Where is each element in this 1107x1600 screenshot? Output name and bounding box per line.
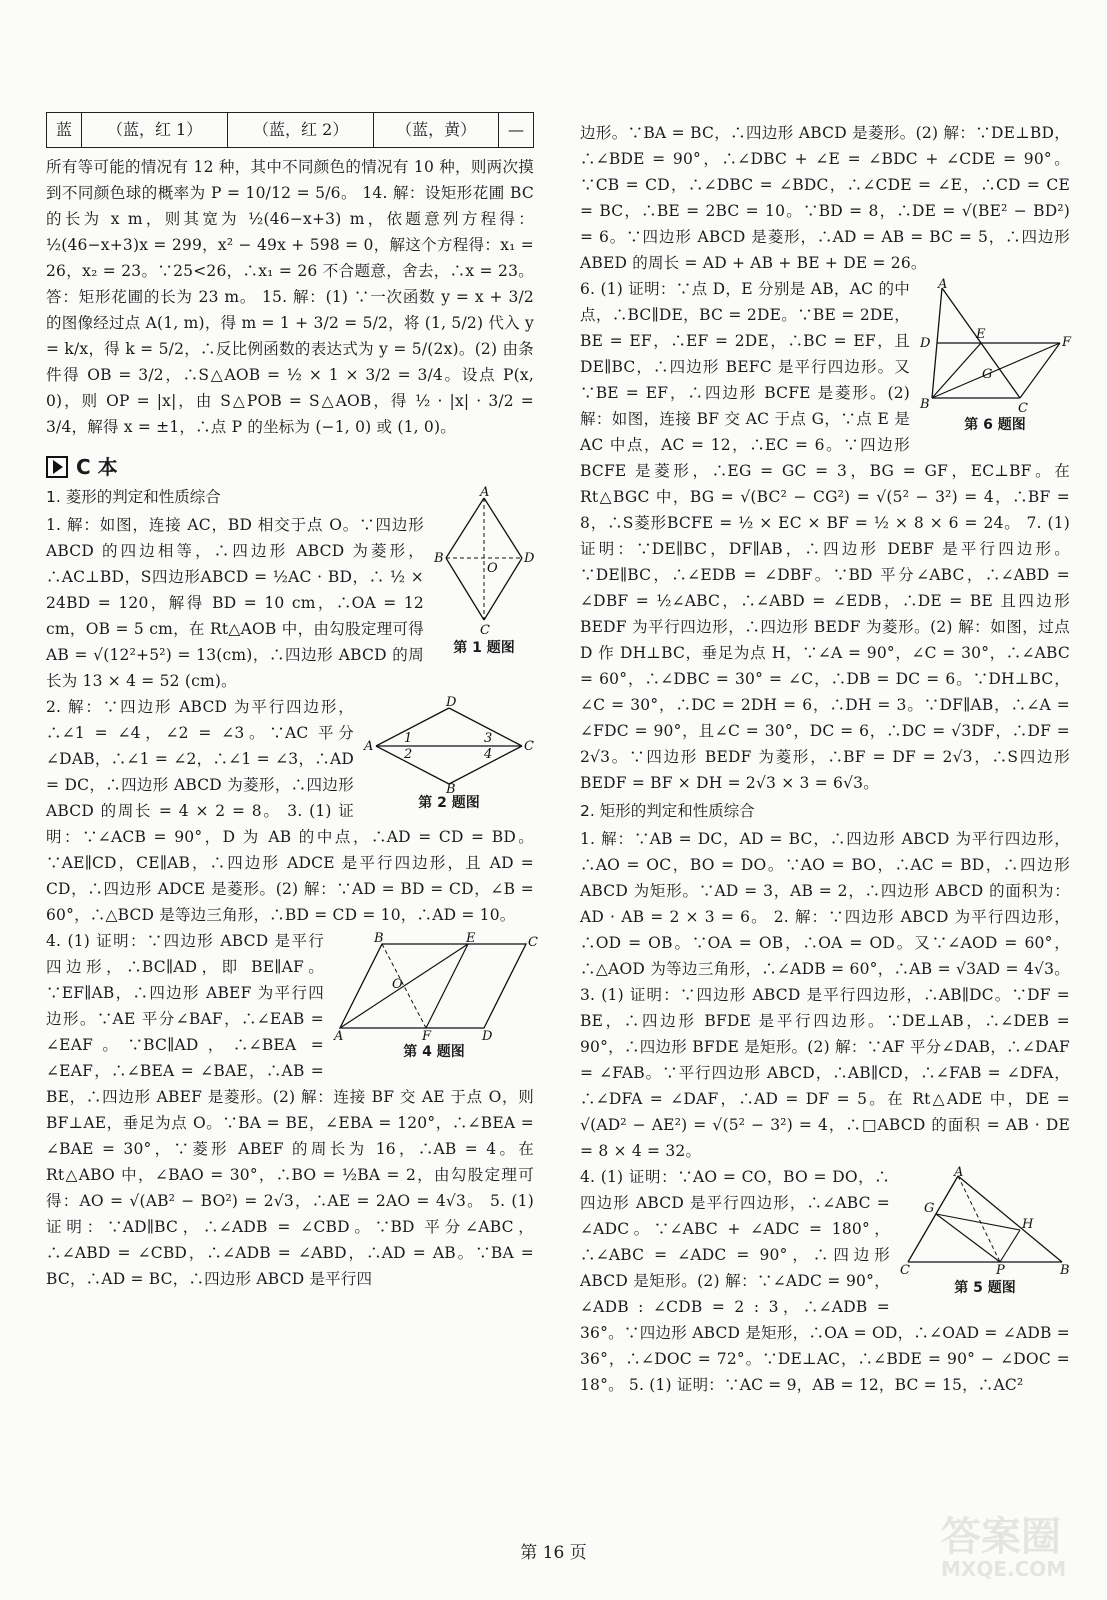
right-column bbox=[580, 120, 1070, 1398]
rhombus-diagram-1 bbox=[434, 485, 535, 638]
svg-text:C: C bbox=[528, 935, 538, 950]
svg-text:A: A bbox=[334, 1029, 344, 1044]
figure-caption: 第 5 题图 bbox=[954, 1280, 1016, 1296]
svg-text:F: F bbox=[422, 1029, 432, 1044]
page-number: 第 16 页 bbox=[520, 1543, 587, 1563]
svg-text:A: A bbox=[480, 485, 490, 500]
table-cell: — bbox=[498, 113, 533, 148]
svg-text:P: P bbox=[996, 1263, 1005, 1278]
table-cell: （蓝，红 1） bbox=[82, 113, 228, 148]
watermark-text: 答案圈 bbox=[941, 1514, 1061, 1560]
svg-text:B: B bbox=[920, 397, 930, 412]
svg-text:O: O bbox=[487, 561, 498, 576]
svg-text:D: D bbox=[920, 336, 931, 351]
svg-text:C: C bbox=[524, 739, 534, 754]
answer-paragraph-c4-c5: 4. (1) 证明：∵四边形 ABCD 是平行四边形，∴BC∥AD，即 BE∥AF。∵EF∥AB，∴四边形 ABEF 为平行四边形。∵AE 平分∠BAF，∴∠EAB = ∠EAF。∵BC∥AD，∴∠BEA = ∠EAF，∴∠BEA = ∠BAE，∴AB = BE，∴四边形 ABEF 是菱形。(2) 解：连接 BF 交 AE 于点 O，则 BF⊥AE，垂足为点 O。∵BA = BE，∠EBA = 120°，∴∠BEA = ∠BAE = 30°，∵菱形 ABEF 的周长为 16，∴AB = 4。在 Rt△ABO 中，∠BAO = 30°，∴BO = ½BA = 2，由勾股定理可得：AO = √(AB² − BO²) = 2√3，∴AE = 2AO = 4√3。 5. (1) 证明：∵AD∥BC，∴∠ADB = ∠CBD。∵BD 平分∠ABC，∴∠ABD = ∠CBD，∴∠ADB = ∠ABD，∴AD = AB。∵BA = BC，∴AD = BC，∴四边形 ABCD 是平行四 bbox=[46, 932, 534, 1288]
svg-text:O: O bbox=[392, 977, 403, 992]
table-cell: （蓝，黄） bbox=[374, 113, 499, 148]
svg-text:3: 3 bbox=[484, 731, 493, 746]
answer-paragraph-c1: 1. 解：如图，连接 AC，BD 相交于点 O。∵四边形 ABCD 的四边相等，∴四边形 ABCD 为菱形，∴AC⊥BD，S四边形ABCD = ½AC · BD，∴ ½ × 24BD = 120，解得 BD = 10 cm，∴OA = 12 cm，OB = 5 cm，在 Rt△AOB 中，由勾股定理可得 AB = √(12²+5²) = 13(cm)，∴四边形 ABCD 的周长为 13 × 4 = 52 (cm)。 bbox=[46, 516, 424, 690]
svg-text:C: C bbox=[1018, 401, 1028, 416]
answer-paragraph-13-15: 所有等可能的情况有 12 种，其中不同颜色的情况有 10 种，则两次摸到不同颜色球的概率为 P = 10/12 = 5/6。 14. 解：设矩形花圃 BC 的长为 x m，则其宽为 ½(46−x+3) m，依题意列方程得：½(46−x+3)x = 299，x² − 49x + 598 = 0，解这个方程得：x₁ = 26，x₂ = 23。∵25<26，∴x₁ = 26 不合题意，舍去，∴x = 23。答：矩形花圃的长为 23 m。 15. 解：(1) ∵一次函数 y = x + 3/2 的图像经过点 A(1, m)，得 m = 1 + 3/2 = 5/2，将 (1, 5/2) 代入 y = k/x，得 k = 5/2，∴反比例函数的表达式为 y = 5/(2x)。(2) 由条件得 OB = 3/2，∴S△AOB = ½ × 1 × 3/2 = 3/4。设点 P(x, 0)，则 OP = |x|，由 S△POB = S△AOB，得 ½ · |x| · 3/2 = 3/4，解得 x = ±1，∴点 P 的坐标为 (−1, 0) 或 (1, 0)。 bbox=[46, 158, 534, 436]
answer-paragraph-r1-r3: 1. 解：∵AB = DC，AD = BC，∴四边形 ABCD 为平行四边形，∴AO = OC，BO = DO。∵AO = BO，∴AC = BD，∴四边形 ABCD 为矩形。∵AD = 3，AB = 2，∴四边形 ABCD 的面积为：AD · AB = 2 × 3 = 6。 2. 解：∵四边形 ABCD 为平行四边形，∴OD = OB。∵OA = OB，∴OA = OD。又∵∠AOD = 60°，∴△AOD 为等边三角形，∴∠ADB = 60°，∴AB = √3AD = 4√3。 3. (1) 证明：∵四边形 ABCD 是平行四边形，∴AB∥DC。∵DF = BE，∴四边形 BFDE 是平行四边形。∵DE⊥AB，∴∠DEB = 90°，∴四边形 BFDE 是矩形。(2) 解：∵AF 平分∠DAB，∴∠DAF = ∠FAB。∵平行四边形 ABCD，∴AB∥CD，∴∠FAB = ∠DFA，∴∠DFA = ∠DAF，∴AD = DF = 5。在 Rt△ADE 中，DE = √(AD² − AE²) = √(5² − 3²) = 4，∴□ABCD 的面积 = AB · DE = 8 × 4 = 32。 bbox=[580, 830, 1070, 1160]
answer-paragraph-c5-cont: 边形。∵BA = BC，∴四边形 ABCD 是菱形。(2) 解：∵DE⊥BD，∴∠BDE = 90°，∴∠DBC + ∠E = ∠BDC + ∠CDE = 90°。∵CB = CD，∴∠DBC = ∠BDC，∴∠CDE = ∠E，∴CD = CE = BC，∴BE = 2BC = 10。∵BD = 8，∴DE = √(BE² − BD²) = 6。∵四边形 ABCD 是菱形，∴AD = AB = BC = 5，∴四边形 ABED 的周长 = AD + AB + BE + DE = 26。 bbox=[580, 124, 1070, 272]
watermark-logo bbox=[941, 1516, 1091, 1586]
svg-text:B: B bbox=[1060, 1263, 1070, 1278]
svg-text:4: 4 bbox=[484, 747, 493, 762]
figure-caption: 第 6 题图 bbox=[964, 417, 1026, 433]
rhombus-diagram-6 bbox=[920, 277, 1072, 416]
svg-text:A: A bbox=[954, 1165, 964, 1180]
figure-2 bbox=[364, 695, 534, 813]
answer-paragraph-r4-r5: 4. (1) 证明：∵AO = CO，BO = DO，∴四边形 ABCD 是平行四边形，∴∠ABC = ∠ADC。∵∠ABC + ∠ADC = 180°，∴∠ABC = ∠ADC = 90°，∴四边形 ABCD 是矩形。(2) 解：∵∠ADC = 90°，∠ADB : ∠CDB = 2 : 3，∴∠ADB = 36°。∵四边形 ABCD 是矩形，∴OA = OD，∴∠OAD = ∠ADB = 36°，∴∠DOC = 72°。∵DE⊥AC，∴∠BDE = 90° − ∠DOC = 18°。 5. (1) 证明：∵AC = 9，AB = 12，BC = 15，∴AC² bbox=[580, 1168, 1070, 1394]
watermark-url: MXQE.COM bbox=[941, 1557, 1067, 1581]
svg-text:F: F bbox=[1062, 335, 1072, 350]
svg-text:B: B bbox=[374, 931, 384, 946]
figure-6 bbox=[920, 277, 1072, 435]
svg-text:D: D bbox=[524, 551, 535, 566]
figure-5 bbox=[900, 1165, 1070, 1298]
rhombus-diagram-2 bbox=[364, 695, 534, 797]
rectangle-diagram-5 bbox=[900, 1165, 1070, 1278]
subsection-title: 1. 菱形的判定和性质综合 bbox=[46, 488, 221, 506]
play-triangle-icon bbox=[46, 456, 68, 478]
svg-text:E: E bbox=[976, 327, 986, 342]
table-cell: 蓝 bbox=[47, 113, 82, 148]
svg-text:G: G bbox=[924, 1201, 935, 1216]
svg-text:D: D bbox=[446, 695, 457, 710]
figure-caption: 第 2 题图 bbox=[418, 795, 480, 811]
svg-text:E: E bbox=[466, 931, 476, 946]
svg-text:H: H bbox=[1022, 1217, 1034, 1232]
answer-paragraph-c2-c3: 2. 解：∵四边形 ABCD 为平行四边形，∴∠1 = ∠4，∠2 = ∠3。∵AC 平分∠DAB，∴∠1 = ∠2，∴∠1 = ∠3，∴AD = DC，∴四边形 ABCD 为菱形，∴四边形 ABCD 的周长 = 4 × 2 = 8。 3. (1) 证明：∵∠ACB = 90°，D 为 AB 的中点，∴AD = CD = BD。∵AE∥CD，CE∥AB，∴四边形 ADCE 是平行四边形，且 AD = CD，∴四边形 ADCE 是菱形。(2) 解：∵AD = BD = CD，∠B = 60°，∴△BCD 是等边三角形，∴BD = CD = 10，∴AD = 10。 bbox=[46, 698, 534, 924]
svg-text:A: A bbox=[364, 739, 374, 754]
svg-text:D: D bbox=[482, 1029, 493, 1044]
outcome-table bbox=[46, 112, 534, 148]
subsection-title: 2. 矩形的判定和性质综合 bbox=[580, 802, 755, 820]
svg-text:B: B bbox=[446, 782, 456, 797]
left-column bbox=[46, 112, 538, 1292]
section-title: C 本 bbox=[76, 455, 118, 479]
svg-text:G: G bbox=[982, 367, 993, 382]
svg-text:A: A bbox=[938, 277, 948, 292]
svg-text:B: B bbox=[434, 551, 444, 566]
figure-caption: 第 4 题图 bbox=[403, 1044, 465, 1060]
svg-text:C: C bbox=[480, 623, 490, 638]
svg-text:1: 1 bbox=[404, 731, 413, 746]
table-cell: （蓝，红 2） bbox=[228, 113, 374, 148]
parallelogram-diagram-4 bbox=[334, 931, 538, 1044]
figure-1 bbox=[434, 485, 535, 658]
section-header bbox=[46, 454, 534, 480]
svg-text:C: C bbox=[900, 1263, 910, 1278]
answer-paragraph-6-7: 6. (1) 证明：∵点 D，E 分别是 AB，AC 的中点，∴BC∥DE，BC = 2DE。∵BE = 2DE，BE = EF，∴EF = 2DE，∴BC = EF，且 DE∥BC，∴四边形 BEFC 是平行四边形。又∵BE = EF，∴四边形 BCFE 是菱形。(2) 解：如图，连接 BF 交 AC 于点 G，∵点 E 是 AC 中点，AC = 12，∴EC = 6。∵四边形 BCFE 是菱形，∴EG = GC = 3，BG = GF，EC⊥BF。在 Rt△BGC 中，BG = √(BC² − CG²) = √(5² − 3²) = 4，∴BF = 8，∴S菱形BCFE = ½ × EC × BF = ½ × 8 × 6 = 24。 7. (1) 证明：∵DE∥BC，DF∥AB，∴四边形 DEBF 是平行四边形。∵DE∥BC，∴∠EDB = ∠DBF。∵BD 平分∠ABC，∴∠ABD = ∠DBF = ½∠ABC，∴∠ABD = ∠EDB，∴DE = BE 且四边形 BEDF 为平行四边形，∴四边形 BEDF 为菱形。(2) 解：如图，过点 D 作 DH⊥BC，垂足为点 H，∵∠A = 90°，∠C = 30°，∴∠ABC = 60°，∴∠DBC = 30° = ∠C，∴DB = DC = 6。∵DH⊥BC，∠C = 30°，∴DC = 2DH = 6，∴DH = 3。∵DF∥AB，∴∠A = ∠FDC = 90°，且∠C = 30°，DC = 6，∴DC = √3DF，∴DF = 2√3。∵四边形 BEDF 为菱形，∴BF = DF = 2√3，∴S四边形BEDF = BF × DH = 2√3 × 3 = 6√3。 bbox=[580, 280, 1070, 792]
figure-caption: 第 1 题图 bbox=[453, 640, 515, 656]
svg-text:2: 2 bbox=[404, 747, 413, 762]
figure-4 bbox=[334, 931, 538, 1062]
table-row bbox=[47, 113, 534, 148]
